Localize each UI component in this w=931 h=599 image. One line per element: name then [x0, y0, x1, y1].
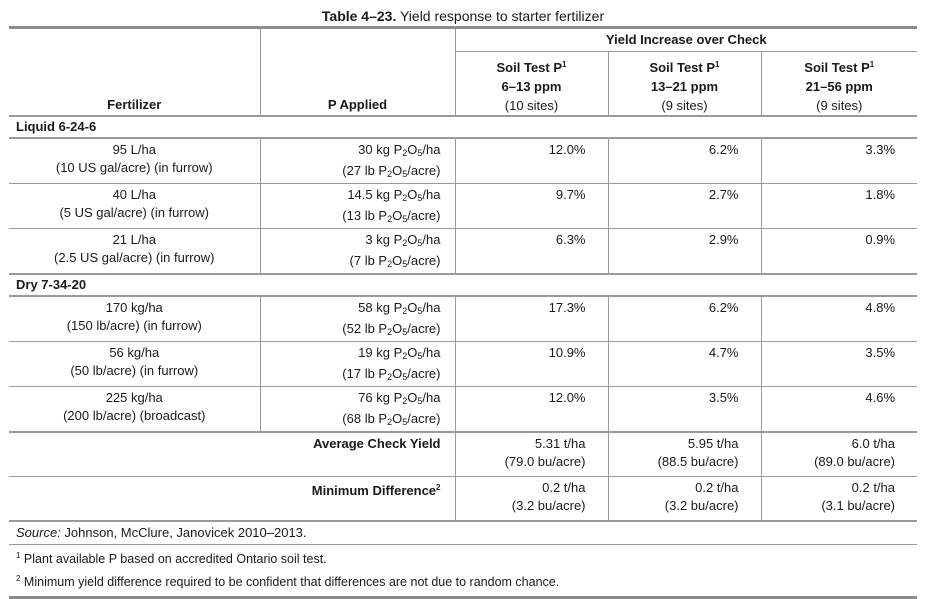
subscript-2: 2: [402, 238, 408, 248]
summary-label: [9, 432, 455, 477]
p-amount-unit: /acre): [407, 208, 441, 223]
summary-row: [9, 477, 917, 522]
oxygen-symbol: O: [407, 345, 418, 360]
source-text: Johnson, McClure, Janovicek 2010–2013.: [60, 525, 307, 540]
fertilizer-cell: [9, 342, 260, 387]
summary-metric: 0.2 t/ha: [695, 480, 739, 495]
yield-increase-cell: 3.3%: [761, 138, 917, 184]
summary-row: [9, 432, 917, 477]
section-row: [9, 274, 917, 296]
header-soil-test-3: [761, 52, 917, 117]
soil-test-range: 6–13 ppm: [501, 79, 562, 94]
p-amount: [261, 389, 441, 410]
summary-imperial: (3.2 bu/acre): [664, 498, 739, 513]
fertilizer-detail: (50 lb/acre) (in furrow): [70, 363, 199, 378]
yield-increase-cell: 6.2%: [608, 138, 761, 184]
p-amount: [261, 141, 441, 162]
p-amount-value: 3 kg P: [365, 232, 403, 247]
soil-test-range: 21–56 ppm: [805, 79, 873, 94]
summary-value-cell: [608, 477, 761, 522]
p-amount-value: (13 lb P: [342, 208, 388, 223]
table-row: [9, 138, 917, 184]
table-title: [9, 6, 917, 26]
soil-test-sites: (9 sites): [816, 98, 863, 113]
oxygen-symbol: O: [392, 411, 403, 426]
fertilizer-rate: 170 kg/ha: [105, 300, 163, 315]
p-amount-unit: /ha: [422, 345, 441, 360]
fertilizer-cell: [9, 138, 260, 184]
soil-test-sites: (9 sites): [661, 98, 708, 113]
subscript-2: 2: [402, 193, 408, 203]
oxygen-symbol: O: [407, 232, 418, 247]
oxygen-symbol: O: [392, 366, 403, 381]
subscript-2: 2: [387, 169, 393, 179]
p-applied-cell: [260, 296, 455, 342]
subscript-5: 5: [417, 396, 423, 406]
footnote-mark: 1: [715, 60, 720, 69]
p-amount: [261, 231, 441, 252]
summary-label-text: Minimum Difference: [311, 483, 437, 498]
summary-value-cell: [608, 432, 761, 477]
source-cell: [9, 521, 917, 544]
p-amount: [261, 344, 441, 365]
p-amount: [261, 252, 441, 273]
footnote-1: [16, 546, 917, 569]
header-p-applied: P Applied: [260, 28, 455, 117]
table-number: Table 4–23.: [321, 8, 397, 24]
soil-test-label: Soil Test P: [804, 60, 870, 75]
yield-increase-cell: 1.8%: [761, 184, 917, 229]
subscript-5: 5: [417, 306, 423, 316]
table-page: [9, 6, 917, 599]
p-amount: [261, 207, 441, 228]
yield-increase-cell: 3.5%: [761, 342, 917, 387]
p-amount-unit: /acre): [407, 321, 441, 336]
yield-increase-cell: 2.7%: [608, 184, 761, 229]
yield-increase-cell: 4.8%: [761, 296, 917, 342]
oxygen-symbol: O: [407, 300, 418, 315]
table-row: [9, 387, 917, 433]
p-amount-unit: /ha: [422, 390, 441, 405]
fertilizer-cell: [9, 387, 260, 433]
subscript-5: 5: [417, 238, 423, 248]
summary-label: [9, 477, 455, 522]
yield-increase-cell: 0.9%: [761, 229, 917, 275]
oxygen-symbol: O: [392, 253, 403, 268]
fertilizer-rate: 40 L/ha: [112, 187, 156, 202]
table-row: [9, 229, 917, 275]
summary-imperial: (3.1 bu/acre): [821, 498, 896, 513]
fertilizer-cell: [9, 296, 260, 342]
p-amount: [261, 186, 441, 207]
fertilizer-cell: [9, 229, 260, 275]
p-amount-unit: /ha: [422, 300, 441, 315]
summary-imperial: (88.5 bu/acre): [657, 454, 739, 469]
footnote-text: Minimum yield difference required to be confident that differences are not due to random chance.: [20, 575, 560, 589]
section-title: Liquid 6-24-6: [16, 119, 97, 134]
summary-value-cell: [455, 432, 608, 477]
fertilizer-rate: 225 kg/ha: [105, 390, 163, 405]
p-amount-value: (17 lb P: [342, 366, 388, 381]
fertilizer-detail: (2.5 US gal/acre) (in furrow): [54, 250, 215, 265]
p-amount-value: 58 kg P: [358, 300, 403, 315]
section-row: [9, 116, 917, 138]
subscript-5: 5: [402, 169, 408, 179]
subscript-5: 5: [417, 148, 423, 158]
p-amount-value: 76 kg P: [358, 390, 403, 405]
oxygen-symbol: O: [392, 208, 403, 223]
p-amount-value: (52 lb P: [342, 321, 388, 336]
subscript-5: 5: [417, 193, 423, 203]
p-applied-cell: [260, 184, 455, 229]
p-amount-value: 19 kg P: [358, 345, 403, 360]
summary-value-cell: [761, 477, 917, 522]
subscript-5: 5: [402, 327, 408, 337]
p-amount: [261, 299, 441, 320]
subscript-5: 5: [402, 417, 408, 427]
fertilizer-rate: 95 L/ha: [112, 142, 156, 157]
summary-imperial: (3.2 bu/acre): [511, 498, 586, 513]
table-row: [9, 184, 917, 229]
p-amount-value: (7 lb P: [349, 253, 388, 268]
summary-value-cell: [761, 432, 917, 477]
fertilizer-detail: (150 lb/acre) (in furrow): [66, 318, 202, 333]
fertilizer-rate: 56 kg/ha: [109, 345, 160, 360]
subscript-2: 2: [402, 306, 408, 316]
subscript-2: 2: [387, 372, 393, 382]
p-amount-unit: /ha: [422, 187, 441, 202]
fertilizer-detail: (200 lb/acre) (broadcast): [63, 408, 206, 423]
footnotes: [9, 544, 917, 592]
oxygen-symbol: O: [407, 187, 418, 202]
summary-metric: 5.95 t/ha: [687, 436, 739, 451]
soil-test-sites: (10 sites): [504, 98, 559, 113]
yield-increase-cell: 17.3%: [455, 296, 608, 342]
p-amount-unit: /ha: [422, 232, 441, 247]
p-amount: [261, 365, 441, 386]
fertilizer-rate: 21 L/ha: [112, 232, 156, 247]
source-row: [9, 521, 917, 544]
summary-metric: 5.31 t/ha: [534, 436, 586, 451]
subscript-5: 5: [402, 214, 408, 224]
summary-imperial: (89.0 bu/acre): [814, 454, 896, 469]
yield-increase-cell: 4.6%: [761, 387, 917, 433]
subscript-2: 2: [387, 214, 393, 224]
p-amount-value: 30 kg P: [358, 142, 403, 157]
table-row: [9, 296, 917, 342]
yield-increase-cell: 4.7%: [608, 342, 761, 387]
header-fertilizer: Fertilizer: [107, 97, 162, 112]
yield-increase-cell: 10.9%: [455, 342, 608, 387]
soil-test-label: Soil Test P: [496, 60, 563, 75]
p-amount-value: (27 lb P: [342, 163, 388, 178]
p-amount-unit: /acre): [407, 366, 441, 381]
footnote-mark: 2: [16, 574, 21, 583]
footnote-mark: 2: [436, 483, 441, 492]
header-soil-test-2: [608, 52, 761, 117]
soil-test-name: [762, 55, 918, 77]
footnote-2: [16, 569, 917, 592]
p-amount: [261, 162, 441, 183]
yield-increase-cell: 3.5%: [608, 387, 761, 433]
p-amount-unit: /ha: [422, 142, 441, 157]
footnote-mark: 1: [869, 60, 875, 69]
header-yield-increase: Yield Increase over Check: [455, 28, 917, 52]
p-applied-cell: [260, 229, 455, 275]
subscript-5: 5: [402, 259, 408, 269]
p-amount-value: 14.5 kg P: [347, 187, 403, 202]
p-applied-cell: [260, 342, 455, 387]
header-soil-test-1: [455, 52, 608, 117]
yield-increase-cell: 6.2%: [608, 296, 761, 342]
source-label: Source:: [16, 525, 61, 540]
summary-metric: 0.2 t/ha: [851, 480, 896, 495]
footnote-mark: 1: [16, 551, 21, 560]
p-applied-cell: [260, 138, 455, 184]
table-caption: Yield response to starter fertilizer: [399, 8, 605, 24]
summary-metric: 0.2 t/ha: [542, 480, 586, 495]
yield-increase-cell: 6.3%: [455, 229, 608, 275]
subscript-2: 2: [402, 148, 408, 158]
p-applied-cell: [260, 387, 455, 433]
subscript-5: 5: [402, 372, 408, 382]
fertilizer-cell: [9, 184, 260, 229]
soil-test-range: 13–21 ppm: [650, 79, 719, 94]
oxygen-symbol: O: [407, 390, 418, 405]
table-row: [9, 342, 917, 387]
fertilizer-detail: (5 US gal/acre) (in furrow): [59, 205, 210, 220]
oxygen-symbol: O: [392, 321, 403, 336]
oxygen-symbol: O: [407, 142, 418, 157]
oxygen-symbol: O: [392, 163, 403, 178]
p-amount-unit: /acre): [407, 253, 441, 268]
subscript-2: 2: [387, 259, 393, 269]
soil-test-name: [609, 55, 761, 77]
summary-value-cell: [455, 477, 608, 522]
subscript-2: 2: [402, 351, 408, 361]
summary-imperial: (79.0 bu/acre): [504, 454, 586, 469]
footnote-mark: 1: [562, 60, 567, 69]
subscript-2: 2: [387, 327, 393, 337]
yield-increase-cell: 12.0%: [455, 138, 608, 184]
summary-label-text: Average Check Yield: [313, 436, 441, 451]
yield-increase-cell: 12.0%: [455, 387, 608, 433]
subscript-2: 2: [402, 396, 408, 406]
fertilizer-detail: (10 US gal/acre) (in furrow): [55, 160, 213, 175]
p-amount-unit: /acre): [407, 163, 441, 178]
subscript-5: 5: [417, 351, 423, 361]
footnote-text: Plant available P based on accredited Ontario soil test.: [20, 552, 327, 566]
p-amount-unit: /acre): [407, 411, 441, 426]
yield-table: [9, 26, 917, 544]
subscript-2: 2: [387, 417, 393, 427]
p-amount-value: (68 lb P: [342, 411, 388, 426]
p-amount: [261, 410, 441, 431]
soil-test-name: [456, 55, 608, 77]
summary-metric: 6.0 t/ha: [851, 436, 896, 451]
p-amount: [261, 320, 441, 341]
soil-test-label: Soil Test P: [649, 60, 716, 75]
yield-increase-cell: 9.7%: [455, 184, 608, 229]
section-title: Dry 7-34-20: [16, 277, 87, 292]
yield-increase-cell: 2.9%: [608, 229, 761, 275]
